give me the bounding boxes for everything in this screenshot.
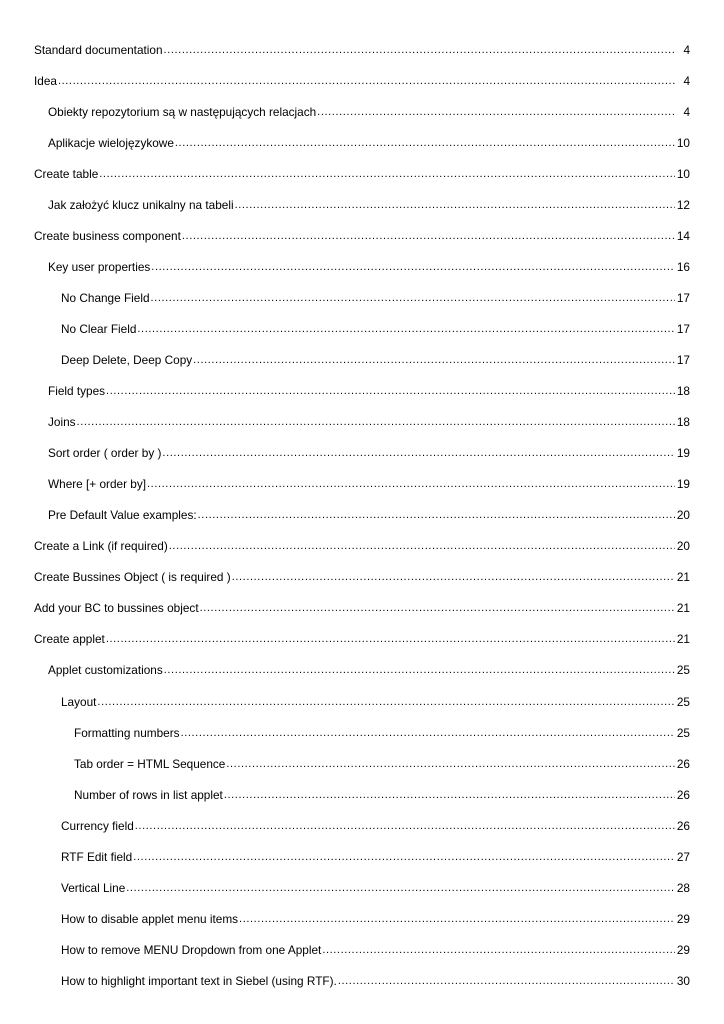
toc-entry[interactable]: [34, 593, 690, 624]
toc-entry[interactable]: [34, 531, 690, 562]
toc-entry-page-number: 16: [676, 259, 690, 274]
toc-entry-title: Number of rows in list applet: [74, 787, 223, 802]
toc-dot-leader: [99, 167, 675, 181]
toc-entry[interactable]: [34, 282, 690, 313]
toc-entry-page-number: 29: [676, 911, 690, 926]
toc-entry-page-number: 17: [676, 352, 690, 367]
toc-entry-page-number: 19: [676, 477, 690, 492]
toc-dot-leader: [58, 74, 675, 88]
toc-entry[interactable]: [34, 34, 690, 65]
toc-entry[interactable]: [34, 717, 690, 748]
toc-entry[interactable]: [34, 220, 690, 251]
toc-entry[interactable]: [34, 313, 690, 344]
toc-entry-title: No Change Field: [61, 290, 150, 305]
toc-entry-page-number: 26: [676, 787, 690, 802]
toc-entry-title: Field types: [48, 384, 106, 399]
toc-entry[interactable]: [34, 158, 690, 189]
toc-dot-leader: [338, 974, 675, 988]
toc-entry-page-number: 30: [676, 973, 690, 988]
toc-entry[interactable]: [34, 127, 690, 158]
toc-dot-leader: [317, 105, 675, 119]
toc-dot-leader: [193, 353, 675, 367]
toc-dot-leader: [151, 291, 675, 305]
toc-entry-title: Jak założyć klucz unikalny na tabeli: [48, 197, 234, 212]
toc-entry[interactable]: [34, 438, 690, 469]
toc-entry-title: Layout: [61, 694, 97, 709]
toc-entry-title: Obiekty repozytorium są w następujących relacjach: [48, 104, 317, 119]
toc-entry-title: Create a Link (if required): [34, 539, 168, 554]
toc-dot-leader: [322, 943, 675, 957]
toc-dot-leader: [106, 384, 675, 398]
toc-entry-page-number: 19: [676, 446, 690, 461]
toc-dot-leader: [182, 229, 675, 243]
toc-dot-leader: [164, 43, 675, 57]
toc-entry-title: How to highlight important text in Siebel (using RTF).: [61, 973, 337, 988]
toc-entry-title: How to remove MENU Dropdown from one Applet: [61, 942, 322, 957]
toc-entry-page-number: 4: [683, 42, 690, 57]
toc-entry[interactable]: [34, 407, 690, 438]
toc-dot-leader: [232, 570, 675, 584]
toc-entry-title: Vertical Line: [61, 880, 126, 895]
toc-entry-title: How to disable applet menu items: [61, 911, 239, 926]
toc-dot-leader: [235, 198, 675, 212]
toc-dot-leader: [126, 881, 675, 895]
toc-entry[interactable]: [34, 655, 690, 686]
toc-entry-page-number: 26: [676, 756, 690, 771]
toc-dot-leader: [162, 446, 675, 460]
toc-dot-leader: [151, 260, 675, 274]
toc-entry-page-number: 29: [676, 942, 690, 957]
toc-entry-title: Applet customizations: [48, 663, 163, 678]
toc-entry-page-number: 10: [676, 166, 690, 181]
toc-entry[interactable]: [34, 686, 690, 717]
toc-entry-page-number: 27: [676, 849, 690, 864]
toc-dot-leader: [106, 632, 675, 646]
toc-dot-leader: [226, 757, 675, 771]
toc-entry-page-number: 21: [676, 570, 690, 585]
toc-entry-page-number: 21: [676, 632, 690, 647]
toc-entry[interactable]: [34, 500, 690, 531]
toc-entry-title: Deep Delete, Deep Copy: [61, 352, 193, 367]
toc-entry[interactable]: [34, 376, 690, 407]
toc-dot-leader: [164, 663, 675, 677]
toc-entry-title: Joins: [48, 415, 76, 430]
toc-entry-title: Standard documentation: [34, 42, 163, 57]
toc-entry-title: Create applet: [34, 632, 105, 647]
toc-entry-page-number: 20: [676, 539, 690, 554]
toc-entry-title: No Clear Field: [61, 321, 137, 336]
toc-entry-title: RTF Edit field: [61, 849, 133, 864]
toc-entry[interactable]: [34, 810, 690, 841]
toc-entry-page-number: 17: [676, 290, 690, 305]
toc-dot-leader: [137, 322, 675, 336]
toc-entry[interactable]: [34, 934, 690, 965]
toc-dot-leader: [181, 726, 675, 740]
toc-entry-page-number: 12: [676, 197, 690, 212]
toc-entry-page-number: 28: [676, 880, 690, 895]
toc-entry-page-number: 4: [683, 73, 690, 88]
toc-entry-page-number: 18: [676, 415, 690, 430]
toc-entry[interactable]: [34, 96, 690, 127]
toc-dot-leader: [133, 850, 675, 864]
toc-entry[interactable]: [34, 344, 690, 375]
toc-entry-title: Add your BC to bussines object: [34, 601, 199, 616]
toc-entry-page-number: 20: [676, 508, 690, 523]
toc-entry[interactable]: [34, 624, 690, 655]
toc-dot-leader: [169, 539, 675, 553]
toc-entry-title: Key user properties: [48, 259, 151, 274]
toc-entry[interactable]: [34, 562, 690, 593]
toc-entry-page-number: 26: [676, 818, 690, 833]
toc-dot-leader: [135, 819, 675, 833]
toc-entry[interactable]: [34, 189, 690, 220]
toc-dot-leader: [200, 601, 675, 615]
toc-entry-title: Where [+ order by]: [48, 477, 147, 492]
toc-entry-title: Tab order = HTML Sequence: [74, 756, 226, 771]
toc-entry-title: Pre Default Value examples:: [48, 508, 197, 523]
toc-entry-page-number: 25: [676, 725, 690, 740]
toc-dot-leader: [147, 477, 675, 491]
toc-dot-leader: [77, 415, 675, 429]
toc-entry[interactable]: [34, 251, 690, 282]
toc-entry-title: Aplikacje wielojęzykowe: [48, 135, 174, 150]
toc-entry-title: Create table: [34, 166, 99, 181]
toc-entry-page-number: 18: [676, 384, 690, 399]
toc-dot-leader: [97, 695, 675, 709]
toc-entry-page-number: 25: [676, 694, 690, 709]
toc-entry[interactable]: [34, 748, 690, 779]
toc-entry-page-number: 10: [676, 135, 690, 150]
toc-dot-leader: [224, 788, 675, 802]
toc-entry-page-number: 17: [676, 321, 690, 336]
toc-entry[interactable]: [34, 469, 690, 500]
toc-entry[interactable]: [34, 841, 690, 872]
toc-entry[interactable]: [34, 872, 690, 903]
toc-dot-leader: [198, 508, 675, 522]
toc-entry[interactable]: [34, 779, 690, 810]
toc-entry[interactable]: [34, 965, 690, 996]
toc-dot-leader: [239, 912, 675, 926]
toc-entry-page-number: 21: [676, 601, 690, 616]
toc-entry-page-number: 14: [676, 228, 690, 243]
toc-entry-title: Idea: [34, 73, 57, 88]
toc-entry-page-number: 25: [676, 663, 690, 678]
toc-entry-title: Create business component: [34, 228, 181, 243]
toc-entry-page-number: 4: [683, 104, 690, 119]
toc-entry[interactable]: [34, 903, 690, 934]
toc-entry-title: Create Bussines Object ( is required ): [34, 570, 231, 585]
toc-dot-leader: [175, 136, 675, 150]
toc-entry[interactable]: [34, 65, 690, 96]
toc-entry-title: Currency field: [61, 818, 134, 833]
toc-entry-title: Sort order ( order by ): [48, 446, 162, 461]
toc-entry-title: Formatting numbers: [74, 725, 180, 740]
table-of-contents: [34, 34, 690, 996]
